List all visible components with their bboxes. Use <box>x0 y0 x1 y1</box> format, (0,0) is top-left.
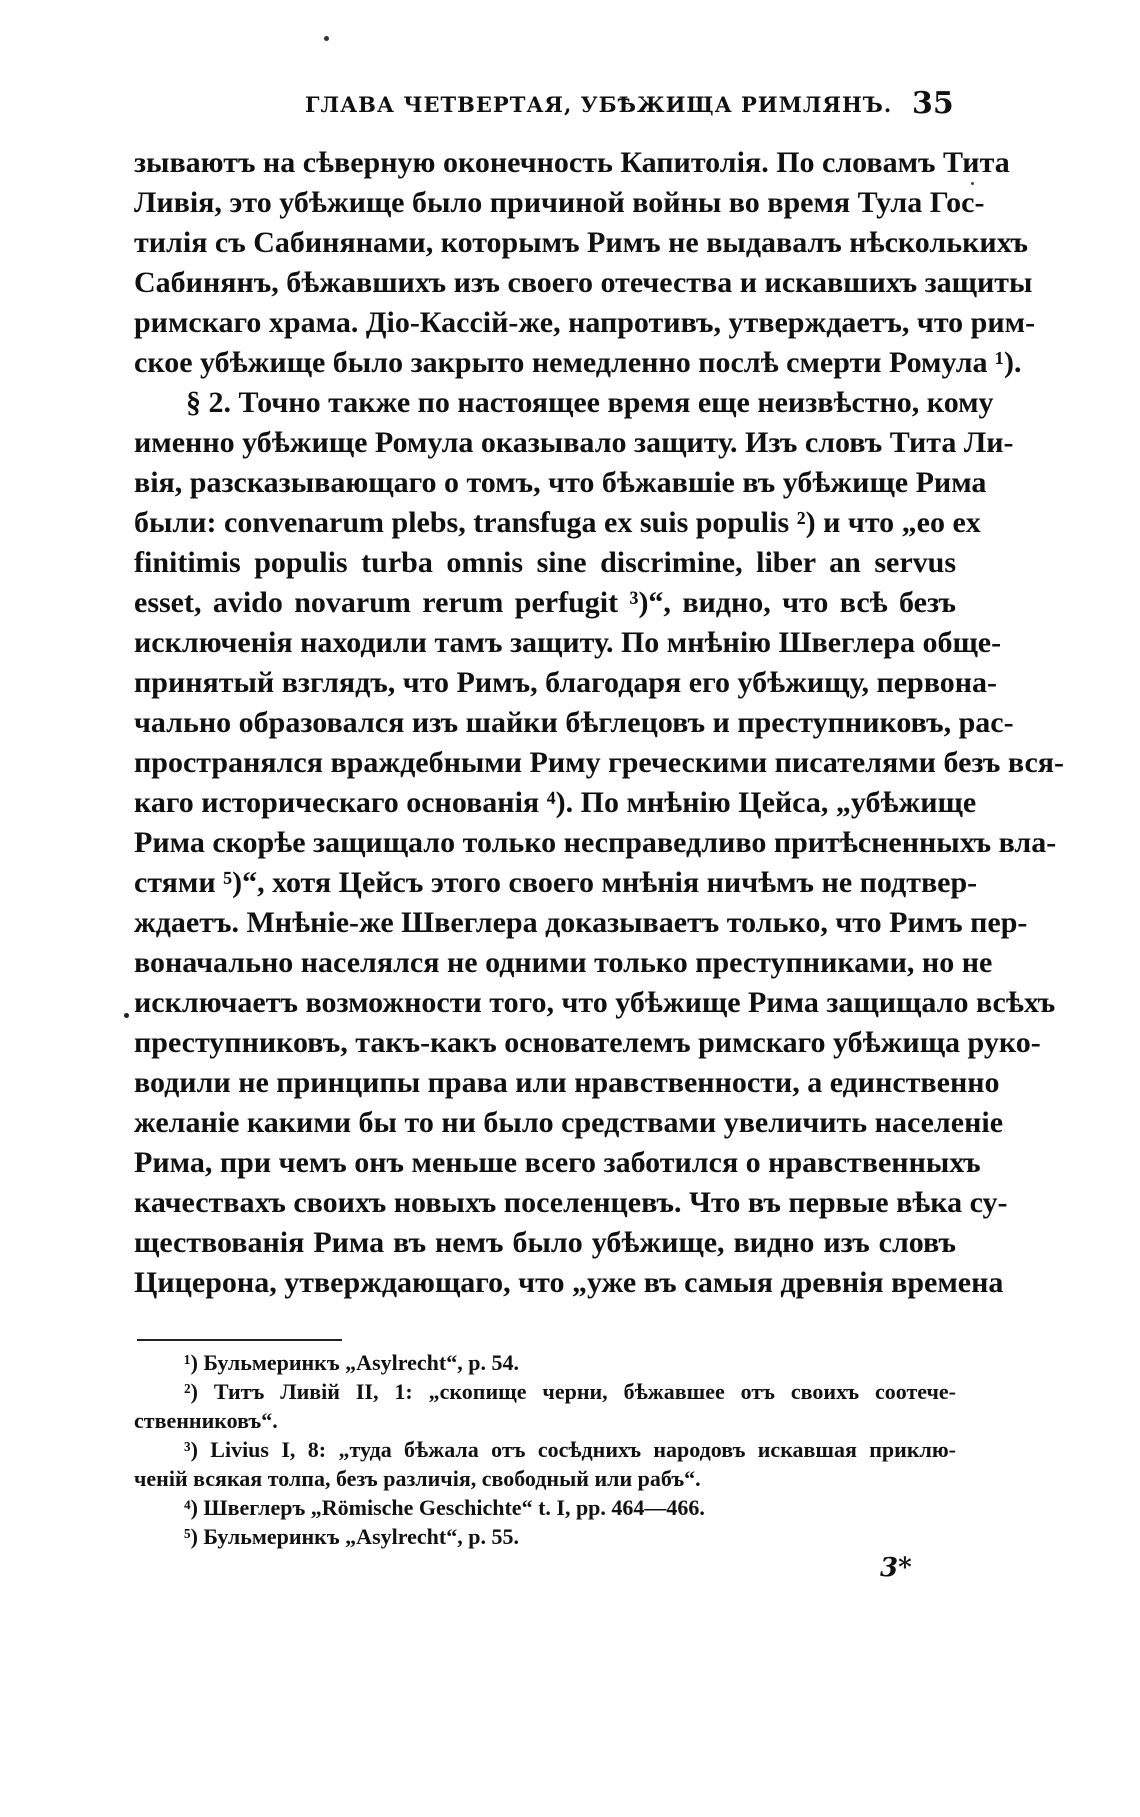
page-number: 35 <box>912 86 954 121</box>
text-line: каго историческаго основанія ⁴). По мнѣнію Цейса, „убѣжище <box>134 786 977 819</box>
text-line: воначально населялся не одними только преступниками, но не <box>134 946 993 979</box>
printer-signature-mark: 3* <box>880 1553 912 1583</box>
text-line: именно убѣжище Ромула оказывало защиту. Изъ словъ Тита Ли- <box>134 426 1014 459</box>
text-line: Рима, при чемъ онъ меньше всего заботился о нравственныхъ <box>134 1146 981 1179</box>
text-line: водили не принципы права или нравственности, а единственно <box>134 1066 1000 1099</box>
text-line: ждаетъ. Мнѣніе-же Швеглера доказываетъ только, что Римъ пер- <box>134 906 1028 939</box>
text-line: esset, avido novarum rerum perfugit ³)“, видно, что всѣ безъ <box>134 586 956 619</box>
text-line: пространялся враждебными Риму греческими писателями безъ вся- <box>134 746 1065 779</box>
text-line: преступниковъ, такъ-какъ основателемъ римскаго убѣжища руко- <box>134 1026 1041 1059</box>
running-head: ГЛАВА ЧЕТВЕРТАЯ, УБѢЖИЩА РИМЛЯНЪ. <box>305 92 893 117</box>
ink-speck <box>324 36 329 41</box>
ink-speck <box>971 182 974 185</box>
text-line: Рима скорѣе защищало только несправедливо притѣсненныхъ вла- <box>134 826 1057 859</box>
section-heading-line: § 2. Точно также по настоящее время еще неизвѣстно, кому <box>186 386 994 419</box>
text-line: римскаго храма. Діо-Кассій-же, напротивъ, утверждаетъ, что рим- <box>134 306 1036 339</box>
ink-speck <box>124 1013 129 1018</box>
footnote-5: ⁵) Бульмеринкъ „Asylrecht“, p. 55. <box>184 1524 519 1549</box>
text-line: зываютъ на сѣверную оконечность Капитолія. По словамъ Тита <box>134 146 1010 179</box>
text-line: были: convenarum plebs, transfuga ex suis populis ²) и что „eo ex <box>134 506 981 539</box>
footnote-1: ¹) Бульмеринкъ „Asylrecht“, p. 54. <box>184 1350 519 1375</box>
text-line: чально образовался изъ шайки бѣглецовъ и преступниковъ, рас- <box>134 706 1014 739</box>
text-line: тилія съ Сабинянами, которымъ Римъ не выдавалъ нѣсколькихъ <box>134 226 1028 259</box>
footnote-3-continuation: ченій всякая толпа, безъ различія, свободный или рабъ“. <box>134 1466 701 1491</box>
footnotes <box>134 1348 956 1551</box>
text-line: желаніе какими бы то ни было средствами увеличить населеніе <box>134 1106 1004 1139</box>
text-line: Цицерона, утверждающаго, что „уже въ самыя древнія времена <box>134 1266 1004 1299</box>
text-line: ское убѣжище было закрыто немедленно послѣ смерти Ромула ¹). <box>134 346 1022 379</box>
footnote-3: ³) Livius I, 8: „туда бѣжала отъ сосѣднихъ народовъ искавшая приклю- <box>184 1437 956 1462</box>
footnote-2: ²) Титъ Ливій II, 1: „скопище черни, бѣжавшее отъ своихъ соотече- <box>184 1379 956 1404</box>
text-line: принятый взглядъ, что Римъ, благодаря его убѣжищу, первона- <box>134 666 997 699</box>
text-line: Ливія, это убѣжище было причиной войны во время Тула Гос- <box>134 186 985 219</box>
text-line: finitimis populis turba omnis sine discrimine, liber an servus <box>134 546 956 579</box>
text-line: стями ⁵)“, хотя Цейсъ этого своего мнѣнія ничѣмъ не подтвер- <box>134 866 978 899</box>
text-line: исключенія находили тамъ защиту. По мнѣнію Швеглера обще- <box>134 626 1002 659</box>
text-line: исключаетъ возможности того, что убѣжище Рима защищало всѣхъ <box>134 986 1056 1019</box>
body-text <box>134 143 1065 1303</box>
text-line: качествахъ своихъ новыхъ поселенцевъ. Что въ первые вѣка су- <box>134 1186 1008 1219</box>
text-line: ществованія Рима въ немъ было убѣжище, видно изъ словъ <box>134 1226 956 1259</box>
footnote-4: ⁴) Швеглеръ „Römische Geschichte“ t. I, pp. 464—466. <box>184 1495 705 1520</box>
text-line: вія, разсказывающаго о томъ, что бѣжавшіе въ убѣжище Рима <box>134 466 987 499</box>
text-line: Сабинянъ, бѣжавшихъ изъ своего отечества и искавшихъ защиты <box>134 266 1033 299</box>
footnote-2-continuation: ственниковъ“. <box>134 1408 278 1433</box>
footnote-separator <box>137 1339 342 1341</box>
